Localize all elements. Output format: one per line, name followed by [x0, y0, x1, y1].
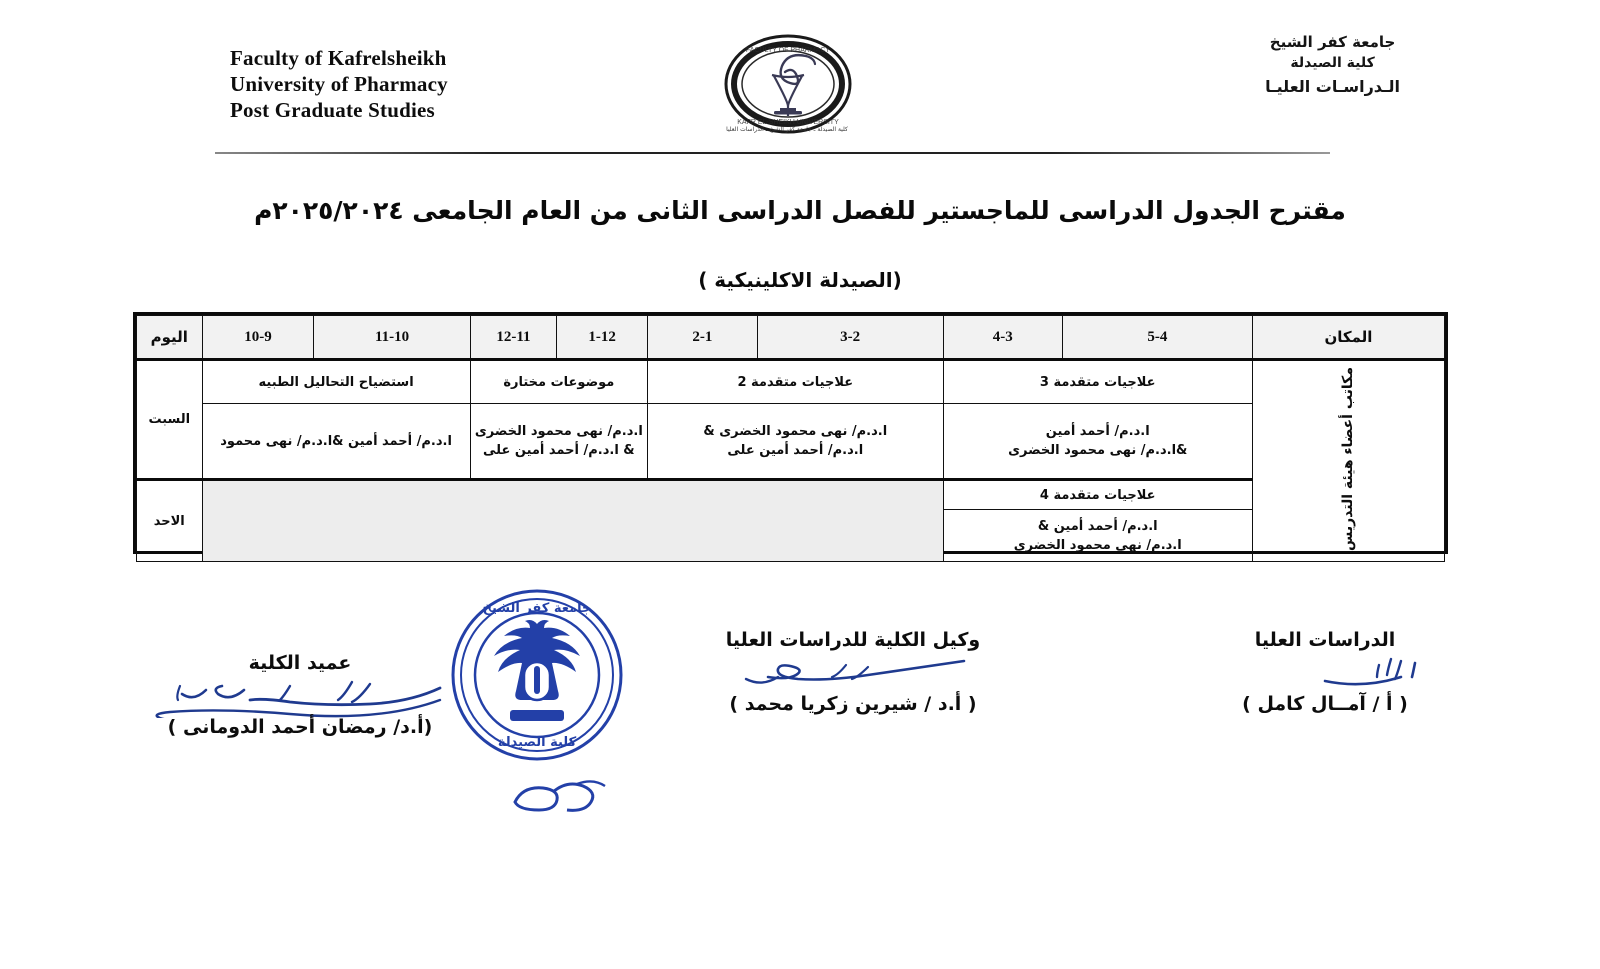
stamp-secondary-ink	[505, 772, 615, 820]
stamp-bottom-text: كلية الصيدلة	[497, 735, 577, 750]
header-cell-place: المكان	[1252, 316, 1444, 360]
empty-slot-cell-sunday	[202, 480, 943, 562]
arabic-header-university: جامعة كفر الشيخ	[1269, 33, 1396, 51]
course-cell-advanced-therapeutics-3: علاجيات متقدمة 3	[943, 360, 1252, 404]
staff-cell-advanced-therapeutics-3: ا.د.م/ أحمد أمين &ا.د.م/ نهى محمود الخضرى	[943, 404, 1252, 480]
stamp-top-text: جامعة كفر الشيخ	[482, 601, 592, 616]
dean-signer-name: (أ.د/ رمضان أحمد الدومانى )	[167, 716, 433, 738]
schedule-table-head	[137, 316, 1445, 360]
header-cell-slot-11-10: 11-10	[314, 316, 470, 360]
staff-cell-advanced-therapeutics-2: ا.د.م/ نهى محمود الخضرى & ا.د.م/ أحمد أمين على	[648, 404, 944, 480]
postgrad-signature-ink	[1205, 655, 1445, 689]
postgrad-role-label: الدراسات العليا	[1254, 629, 1396, 651]
official-faculty-stamp	[448, 586, 626, 764]
staff-cell-advanced-therapeutics-4: ا.د.م/ أحمد أمين & ا.د.م/ نهى محمود الخضرى	[943, 510, 1252, 562]
schedule-header-row	[137, 316, 1445, 360]
signature-block-dean	[140, 648, 460, 742]
course-cell-advanced-therapeutics-2: علاجيات متقدمة 2	[648, 360, 944, 404]
document-title: مقترح الجدول الدراسى للماجستير للفصل الدراسى الثانى من العام الجامعى ٢٠٢٥/٢٠٢٤م	[254, 196, 1346, 225]
course-cell-selected-topics: موضوعات مختارة	[470, 360, 647, 404]
place-cell	[1252, 360, 1444, 562]
document-header	[0, 0, 1600, 160]
document-subtitle: (الصيدلة الاكلينيكية )	[698, 268, 902, 292]
schedule-table-container	[133, 312, 1448, 554]
header-cell-slot-5-4: 5-4	[1062, 316, 1252, 360]
header-cell-slot-10-9: 10-9	[202, 316, 314, 360]
place-vertical-label: مكاتب أعضاء هيئة التدريس	[1340, 367, 1357, 551]
signature-block-postgraduate-studies	[1205, 625, 1445, 719]
svg-text:KAFR EL-SHEIKH UNIVERSITY: KAFR EL-SHEIKH UNIVERSITY	[737, 119, 839, 126]
vice-dean-role-label: وكيل الكلية للدراسات العليا	[725, 629, 981, 651]
table-row-sunday-courses	[137, 480, 1445, 510]
course-cell-clinical-lab-interpretation: استضياح التحاليل الطبيه	[202, 360, 470, 404]
header-cell-slot-4-3: 4-3	[943, 316, 1062, 360]
logo-caption: كلية الصيدلة ـ جامعة كفر الشيخ ـ الدراسات العليا	[726, 126, 848, 133]
dean-role-label: عميد الكلية	[248, 652, 352, 674]
arabic-header-postgrad: الـدراسـات العليـا	[1265, 77, 1400, 96]
staff-cell-clinical-lab-interpretation: ا.د.م/ أحمد أمين &ا.د.م/ نهى محمود	[202, 404, 470, 480]
table-row-saturday-courses	[137, 360, 1445, 404]
staff-cell-selected-topics: ا.د.م/ نهى محمود الخضرى & ا.د.م/ أحمد أمين على	[470, 404, 647, 480]
arabic-institution-header	[1265, 32, 1400, 100]
postgrad-signer-name: ( أ / آمــال كامل )	[1242, 693, 1408, 715]
header-cell-slot-2-1: 2-1	[648, 316, 758, 360]
schedule-table	[136, 315, 1445, 562]
vice-dean-signature-ink	[718, 655, 988, 689]
header-divider	[215, 152, 1330, 154]
schedule-table-body	[137, 360, 1445, 562]
header-cell-slot-3-2: 3-2	[757, 316, 943, 360]
header-cell-slot-1-12: 1-12	[557, 316, 648, 360]
english-header-line-1: Faculty of Kafrelsheikh	[230, 46, 447, 70]
english-header-line-2: University of Pharmacy	[230, 72, 448, 96]
english-header-line-3: Post Graduate Studies	[230, 98, 435, 122]
course-cell-advanced-therapeutics-4: علاجيات متقدمة 4	[943, 480, 1252, 510]
table-row-saturday-staff	[137, 404, 1445, 480]
day-cell-saturday: السبت	[137, 360, 203, 480]
vice-dean-signer-name: ( أ.د / شيرين زكريا محمد )	[729, 693, 977, 715]
english-institution-header	[230, 45, 448, 123]
signature-block-vice-dean	[718, 625, 988, 719]
dean-signature-ink	[140, 678, 460, 712]
header-cell-slot-12-11: 12-11	[470, 316, 557, 360]
arabic-header-faculty: كلية الصيدلة	[1290, 55, 1375, 71]
header-cell-day: اليوم	[137, 316, 203, 360]
svg-text:FACULTY OF PHARMACY: FACULTY OF PHARMACY	[745, 47, 831, 54]
day-cell-sunday: الاحد	[137, 480, 203, 562]
